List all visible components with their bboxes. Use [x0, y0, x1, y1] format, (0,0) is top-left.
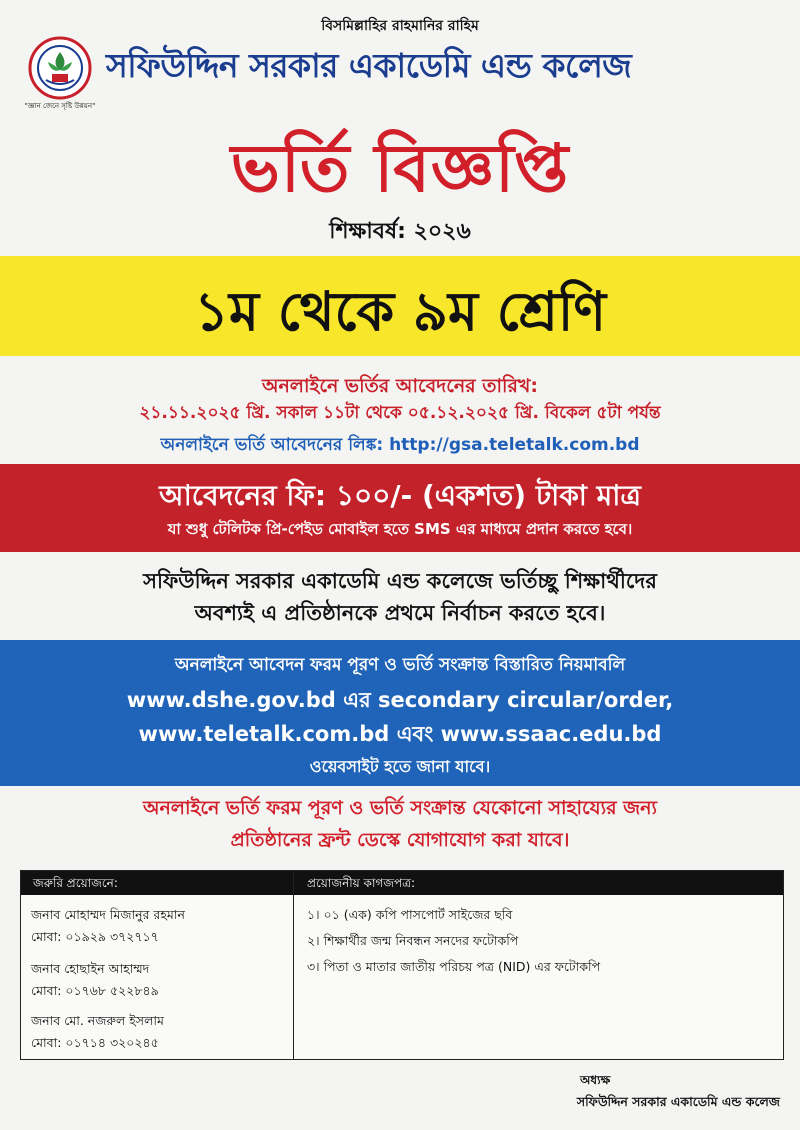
- choice-line-2: অবশ্যই এ প্রতিষ্ঠানকে প্রথমে নির্বাচন করতে হবে।: [194, 601, 606, 625]
- application-date-range: ২১.১১.২০২৫ খ্রি. সকাল ১১টা থেকে ০৫.১২.২০২৫ খ্রি. বিকেল ৫টা পর্যন্ত: [139, 403, 661, 423]
- class-range-heading: ১ম থেকে ৯ম শ্রেণি: [193, 280, 607, 343]
- contacts-header: জরুরি প্রয়োজনে:: [33, 876, 118, 890]
- logo-caption: "জ্ঞান জেনে সৃষ্টি উন্নয়ন": [24, 102, 96, 110]
- info-line-1: অনলাইনে আবেদন ফরম পূরণ ও ভর্তি সংক্রান্ত বিস্তারিত নিয়মাবলি: [174, 655, 626, 675]
- contact-phone: মোবা: ০১৭৬৮ ৫২২৮৪৯: [31, 983, 159, 998]
- application-date-label: অনলাইনে ভর্তির আবেদনের তারিখ:: [262, 375, 538, 397]
- document-item: ১। ০১ (এক) কপি পাসপোর্ট সাইজের ছবি: [307, 907, 513, 922]
- info-line-4: ওয়েবসাইট হতে জানা যাবে।: [309, 757, 491, 776]
- institution-name: সফিউদ্দিন সরকার একাডেমি এন্ড কলেজ: [106, 46, 632, 85]
- info-table: [20, 870, 784, 1060]
- choice-line-1: সফিউদ্দিন সরকার একাডেমি এন্ড কলেজে ভর্তিচ্ছু শিক্ষার্থীদের: [143, 569, 657, 593]
- bismillah-text: বিসমিল্লাহির রাহমানির রাহিম: [321, 18, 479, 34]
- info-link-teletalk-ssaac[interactable]: www.teletalk.com.bd এবং www.ssaac.edu.bd: [138, 722, 662, 746]
- school-logo-icon: [28, 36, 92, 100]
- document-item: ৩। পিতা ও মাতার জাতীয় পরিচয় পত্র (NID) এর ফটোকপি: [307, 959, 601, 974]
- contact-phone: মোবা: ০১৯২৯ ৩৭২৭১৭: [31, 929, 159, 944]
- contact-name: জনাব মো. নজরুল ইসলাম: [31, 1013, 164, 1028]
- contact-name: জনাব মোহাম্মদ মিজানুর রহমান: [31, 907, 185, 922]
- notice-title: ভর্তি বিজ্ঞপ্তি: [230, 130, 570, 207]
- help-line-1: অনলাইনে ভর্তি ফরম পূরণ ও ভর্তি সংক্রান্ত যেকোনো সাহায্যের জন্য: [143, 797, 657, 819]
- application-link[interactable]: অনলাইনে ভর্তি আবেদনের লিঙ্ক: http://gsa.teletalk.com.bd: [160, 435, 640, 455]
- help-line-2: প্রতিষ্ঠানের ফ্রন্ট ডেস্কে যোগাযোগ করা যাবে।: [230, 829, 570, 851]
- info-link-dshe[interactable]: www.dshe.gov.bd এর secondary circular/order,: [126, 688, 674, 712]
- principal-organization: সফিউদ্দিন সরকার একাডেমি এন্ড কলেজ: [576, 1094, 780, 1109]
- documents-header: প্রয়োজনীয় কাগজপত্র:: [307, 876, 416, 890]
- document-item: ২। শিক্ষার্থীর জন্ম নিবন্ধন সনদের ফটোকপি: [307, 933, 519, 948]
- principal-title: অধ্যক্ষ: [580, 1073, 611, 1087]
- fee-note: যা শুধু টেলিটক প্রি-পেইড মোবাইল হতে SMS এর মাধ্যমে প্রদান করতে হবে।: [167, 520, 633, 538]
- fee-title: আবেদনের ফি: ১০০/- (একশত) টাকা মাত্র: [159, 479, 641, 512]
- column-divider: [293, 871, 294, 1059]
- contact-phone: মোবা: ০১৭১৪ ৩২০২৪৫: [31, 1035, 159, 1050]
- academic-session: শিক্ষাবর্ষ: ২০২৬: [329, 219, 471, 244]
- contact-name: জনাব হোছাইন আহাম্মদ: [31, 961, 150, 976]
